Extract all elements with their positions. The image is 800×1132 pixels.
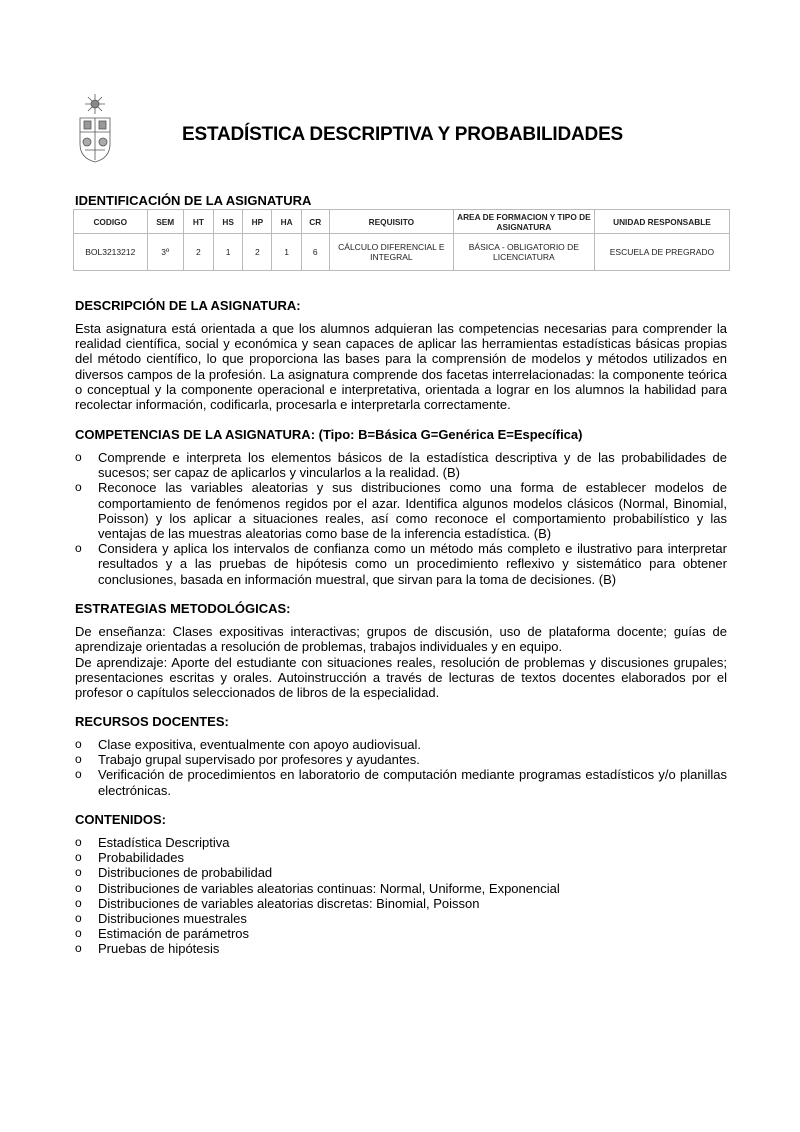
list-item [75,850,727,865]
list-item [75,835,727,850]
table-cell: ESCUELA DE PREGRADO [594,234,729,271]
bullet-marker: o [75,835,82,849]
table-cell: CÁLCULO DIFERENCIAL E INTEGRAL [329,234,453,271]
list-item-text: Distribuciones de variables aleatorias discretas: Binomial, Poisson [98,895,480,911]
bullet-marker: o [75,450,82,464]
list-item-text: Estimación de parámetros [98,926,250,942]
table-header-cell: CR [301,210,329,234]
recursos-list [75,737,727,798]
table-cell: 2 [243,234,272,271]
table-cell: 1 [214,234,243,271]
recursos-heading: RECURSOS DOCENTES: [75,714,229,729]
estrategias-aprendizaje: De aprendizaje: Aporte del estudiante con situaciones reales, resolución de problemas y discusiones grupales; presentaciones escritas y orales. Autoinstrucción a través de lecturas de textos docentes elaborados por el profesor o capítulos seleccionados de libros de la especialidad. [75,655,727,701]
table-cell: BOL3213212 [74,234,148,271]
competencias-list [75,450,727,587]
list-item [75,941,727,956]
list-item [75,926,727,941]
list-item [75,480,727,541]
estrategias-heading: ESTRATEGIAS METODOLÓGICAS: [75,601,291,616]
identificacion-table [73,209,730,271]
bullet-marker: o [75,850,82,865]
descripcion-text: Esta asignatura está orientada a que los alumnos adquieran las competencias necesarias para comprender la realidad científica, social y económica y sean capaces de aplicar las herramientas estadísticas básicas propias del método científico, lo que proporciona las bases para la comprensión de modelos y métodos utilizados en diversos campos de la profesión. La asignatura comprende dos facetas interrelacionadas: la componente teórica o conceptual y la componente operacional e interpretativa, orientada a lograr en los alumnos la habilidad para recolectar información, codificarla, procesarla e interpretarla correctamente. [75,321,727,413]
contenidos-heading: CONTENIDOS: [75,812,166,827]
table-header-cell: SEM [147,210,183,234]
bullet-marker: o [75,737,82,751]
bullet-marker: o [75,480,82,495]
table-cell: 3º [147,234,183,271]
table-row [74,234,730,271]
list-item-text: Distribuciones de probabilidad [98,865,273,881]
list-item-text: Comprende e interpreta los elementos básicos de la estadística descriptiva y de las probabilidades de sucesos; ser capaz de aplicarlos y vincularlos a la realidad. (B) [98,450,727,481]
list-item-text: Reconoce las variables aleatorias y sus distribuciones como una forma de establecer modelos de comportamiento de fenómenos regidos por el azar. Identifica algunos modelos clásicos (Normal, Binomial, Poisson) y los aplicar a situaciones reales, así como reconoce el comportamiento probabilístico y las ventajas de las muestras aleatorias como base de la inferencia estadística. (B) [98,480,727,542]
university-crest-icon [76,92,114,164]
list-item [75,896,727,911]
list-item [75,767,727,797]
table-header-cell: REQUISITO [329,210,453,234]
list-item [75,737,727,752]
bullet-marker: o [75,880,82,895]
list-item-text: Trabajo grupal supervisado por profesores y ayudantes. [98,752,420,768]
list-item-text: Distribuciones de variables aleatorias continuas: Normal, Uniforme, Exponencial [98,880,560,896]
table-header-cell: HS [214,210,243,234]
list-item-text: Clase expositiva, eventualmente con apoyo audiovisual. [98,737,422,752]
list-item [75,911,727,926]
table-cell: 6 [301,234,329,271]
table-cell: BÁSICA - OBLIGATORIO DE LICENCIATURA [453,234,594,271]
competencias-heading: COMPETENCIAS DE LA ASIGNATURA: (Tipo: B=Básica G=Genérica E=Específica) [75,427,583,442]
table-header-row [74,210,730,234]
list-item [75,541,727,587]
table-header-cell: UNIDAD RESPONSABLE [594,210,729,234]
bullet-marker: o [75,911,82,926]
table-header-cell: CODIGO [74,210,148,234]
bullet-marker: o [75,752,82,767]
list-item-text: Distribuciones muestrales [98,911,247,927]
bullet-marker: o [75,895,82,910]
table-header-cell: HT [183,210,213,234]
list-item [75,450,727,480]
list-item [75,865,727,880]
list-item-text: Estadística Descriptiva [98,835,230,850]
table-header-cell: HA [272,210,301,234]
table-cell: 2 [183,234,213,271]
bullet-marker: o [75,865,82,880]
bullet-marker: o [75,767,82,782]
bullet-marker: o [75,926,82,941]
bullet-marker: o [75,941,82,956]
list-item-text: Considera y aplica los intervalos de confianza como un método más completo e ilustrativo para interpretar resultados y a las pruebas de hipótesis como un procedimiento reflexivo y sistemático para obtener conclusiones, basada en información muestral, que sirvan para la toma de decisiones. (B) [98,541,727,587]
list-item [75,752,727,767]
list-item-text: Verificación de procedimientos en laboratorio de computación mediante programas estadísticos y/o planillas electrónicas. [98,767,727,798]
descripcion-heading: DESCRIPCIÓN DE LA ASIGNATURA: [75,298,301,313]
contenidos-list [75,835,727,957]
list-item [75,881,727,896]
table-header-cell: AREA DE FORMACION Y TIPO DE ASIGNATURA [453,210,594,234]
table-header-cell: HP [243,210,272,234]
list-item-text: Pruebas de hipótesis [98,941,220,957]
table-cell: 1 [272,234,301,271]
page-title: ESTADÍSTICA DESCRIPTIVA Y PROBABILIDADES [182,124,624,145]
bullet-marker: o [75,541,82,556]
identificacion-heading: IDENTIFICACIÓN DE LA ASIGNATURA [75,193,312,208]
estrategias-ensenanza: De enseñanza: Clases expositivas interactivas; grupos de discusión, uso de plataforma docente; guías de aprendizaje orientadas a resolución de problemas, trabajos individuales y en equipo. [75,624,727,655]
list-item-text: Probabilidades [98,850,185,866]
